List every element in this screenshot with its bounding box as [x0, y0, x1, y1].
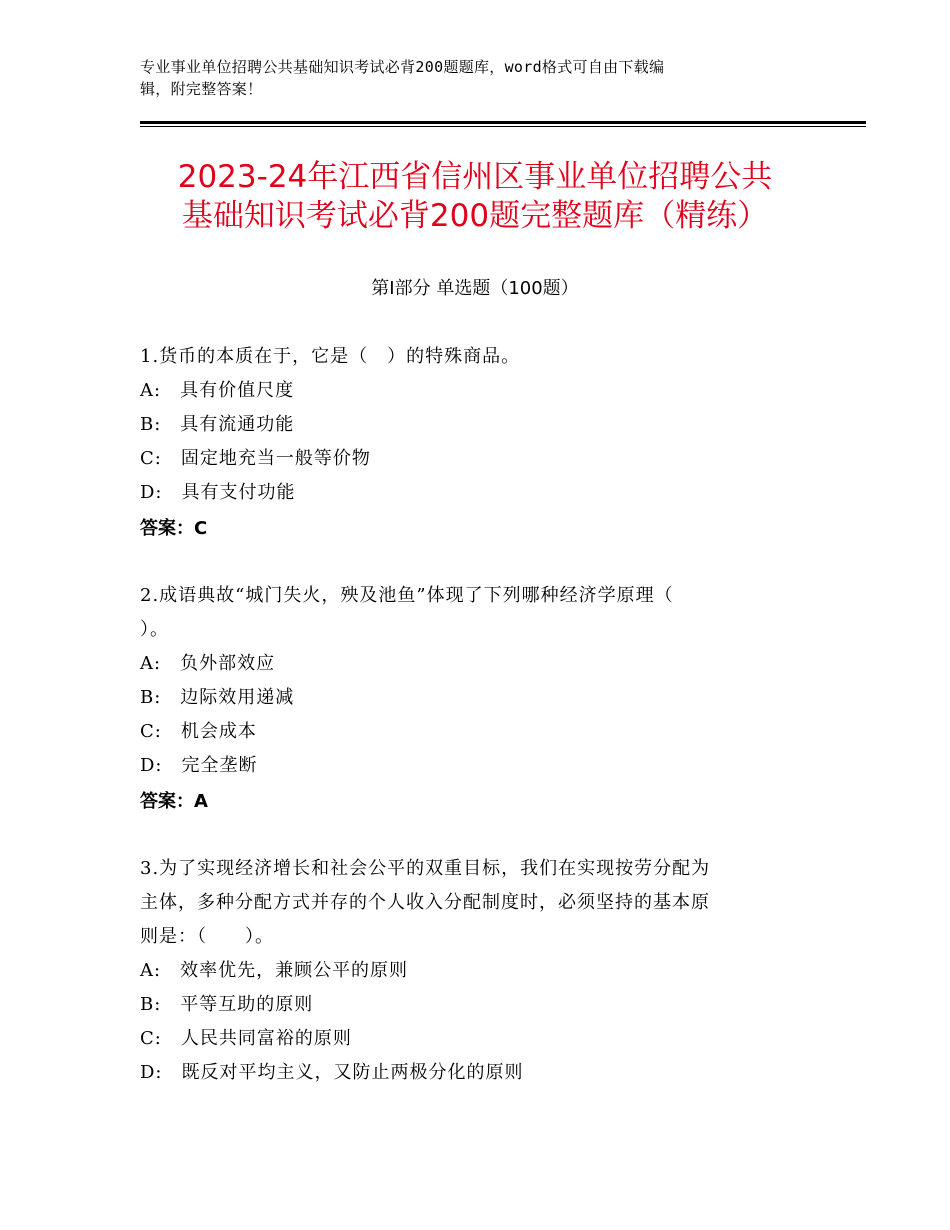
- header-divider-thin: [140, 126, 866, 127]
- question-2-answer: 答案：A: [140, 791, 208, 812]
- header-divider-thick: [140, 121, 866, 124]
- question-1-option-a: A: 具有价值尺度: [140, 380, 295, 401]
- document-title: [120, 158, 830, 236]
- question-3-option-d: D: 既反对平均主义，又防止两极分化的原则: [140, 1062, 524, 1083]
- question-2-option-c: C: 机会成本: [140, 721, 257, 742]
- question-1-option-b: B: 具有流通功能: [140, 414, 295, 435]
- header-note-line: 专业事业单位招聘公共基础知识考试必背200题题库，word格式可自由下载编: [140, 58, 665, 76]
- question-1-stem: 1.货币的本质在于，它是（ ）的特殊商品。: [140, 346, 521, 367]
- question-1-option-d: D: 具有支付功能: [140, 482, 296, 503]
- question-1-answer: 答案：C: [140, 518, 208, 539]
- question-3-stem: 则是：（ ）。: [140, 926, 274, 947]
- title-line: 基础知识考试必背200题完整题库（精练）: [181, 198, 769, 234]
- question-3-option-a: A: 效率优先，兼顾公平的原则: [140, 960, 409, 981]
- section-title: 第Ⅰ部分 单选题（100题）: [371, 278, 579, 299]
- header-note-line: 辑，附完整答案！: [140, 80, 263, 98]
- title-line: 2023-24年江西省信州区事业单位招聘公共: [177, 159, 773, 195]
- question-2-option-b: B: 边际效用递减: [140, 687, 295, 708]
- question-2-stem: ）。: [140, 619, 169, 640]
- question-3-stem: 主体，多种分配方式并存的个人收入分配制度时，必须坚持的基本原: [140, 892, 710, 913]
- question-3-option-b: B: 平等互助的原则: [140, 994, 314, 1015]
- question-3-option-c: C: 人民共同富裕的原则: [140, 1028, 352, 1049]
- question-2-option-a: A: 负外部效应: [140, 653, 276, 674]
- header-note: [140, 56, 790, 100]
- question-3-stem: 3.为了实现经济增长和社会公平的双重目标，我们在实现按劳分配为: [140, 858, 711, 879]
- question-2-stem: 2.成语典故“城门失火，殃及池鱼”体现了下列哪种经济学原理（: [140, 585, 674, 606]
- question-1-option-c: C: 固定地充当一般等价物: [140, 448, 371, 469]
- question-2-option-d: D: 完全垄断: [140, 755, 258, 776]
